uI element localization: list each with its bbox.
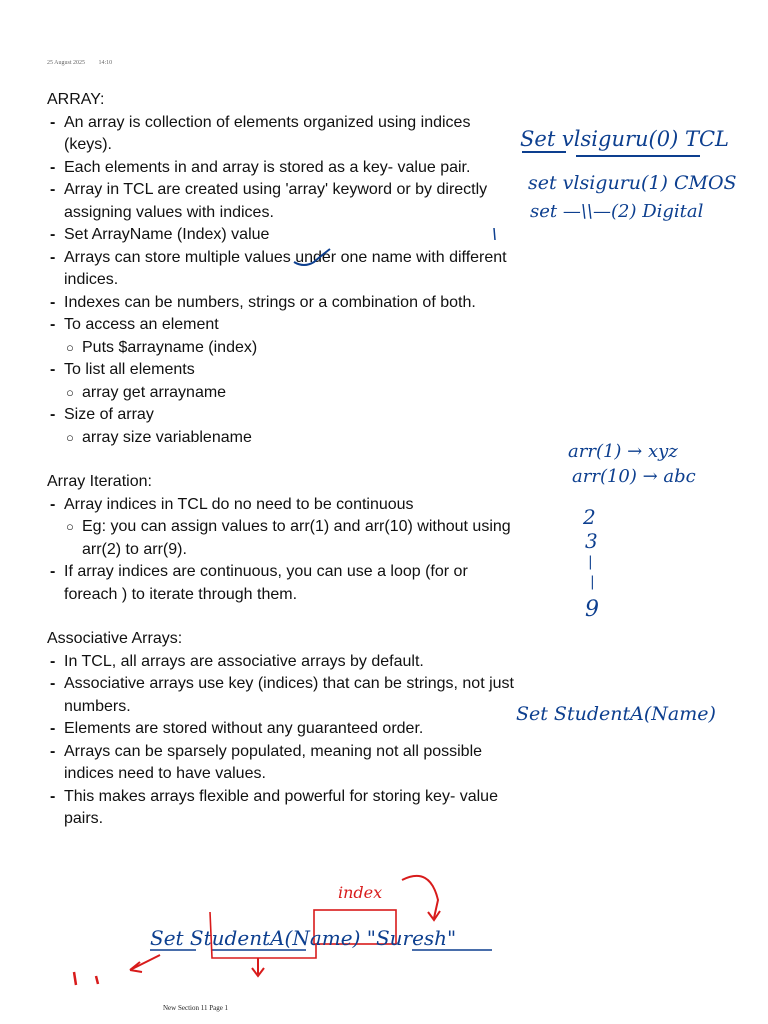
handwritten-seq-5: 9 [585, 597, 599, 622]
section-array-iteration [47, 471, 517, 606]
handwritten-student-note: Set StudentA(Name) [516, 703, 716, 725]
section-heading: Array Iteration: [47, 473, 152, 490]
dash-marker: - [50, 675, 56, 692]
section-associative-arrays [47, 628, 517, 831]
page-meta [47, 60, 124, 66]
section-heading: Associative Arrays: [47, 630, 183, 647]
list-item: - Array indices in TCL do no need to be continuous [47, 494, 517, 517]
list-item: - In TCL, all arrays are associative arrays by default. [47, 651, 517, 674]
handwritten-set-line-1: Set vlsiguru(0) TCL [520, 127, 729, 151]
dash-marker: - [50, 293, 56, 311]
list-item: - An array is collection of elements organized using indices (keys). [50, 113, 471, 153]
handwritten-seq-2: 3 [585, 529, 598, 553]
circle-bullet-icon: ○ [66, 384, 74, 400]
list-item: - Set ArrayName (Index) value [47, 224, 517, 247]
list-item: - Size of array [47, 404, 517, 427]
dash-marker: - [50, 720, 56, 737]
dash-marker: - [50, 652, 56, 670]
list-item: - Arrays can be sparsely populated, meaning not all possible indices need to have values. [50, 742, 483, 782]
handwritten-index-label: index [338, 883, 383, 902]
list-item: - Arrays can store multiple values under one name with different indices. [50, 248, 507, 288]
arrow-down-icon [252, 958, 264, 976]
dash-marker: - [50, 248, 56, 266]
handwritten-seq-4: | [590, 574, 595, 590]
list-item: - To access an element [47, 314, 517, 337]
dash-marker: - [50, 181, 56, 198]
dash-marker: - [50, 495, 56, 513]
page-footer: New Section 11 Page 1 [163, 1004, 229, 1012]
list-item: - Elements are stored without any guaranteed order. [47, 718, 517, 741]
underline-stroke [522, 152, 700, 156]
red-ink-fragment [74, 972, 98, 985]
dash-marker: - [50, 113, 56, 131]
list-item: - This makes arrays flexible and powerful for storing key- value pairs. [50, 787, 498, 827]
curved-arrow-icon [402, 876, 438, 918]
handwritten-seq-3: | [588, 554, 593, 570]
list-item: - If array indices are continuous, you can use a loop (for or foreach ) to iterate through them. [50, 563, 468, 603]
handwritten-arr-line-2: arr(10) → abc [572, 466, 696, 487]
circle-bullet-icon: ○ [66, 339, 74, 355]
handwritten-seq-1: 2 [583, 505, 596, 529]
index-highlight-box [314, 910, 396, 944]
notes-body [47, 89, 517, 831]
dash-marker: - [50, 742, 56, 760]
section-array [47, 89, 517, 449]
dash-marker: - [50, 226, 56, 243]
sub-list-item: ○ Eg: you can assign values to arr(1) and arr(10) without using arr(2) to arr(9). [66, 518, 511, 558]
list-item: - To list all elements [47, 359, 517, 382]
list-item: - Indexes can be numbers, strings or a combination of both. [47, 292, 517, 315]
arrow-down-left-icon [130, 955, 160, 972]
list-item: - Associative arrays use key (indices) that can be strings, not just numbers. [50, 675, 514, 715]
meta-date: 25 August 2025 [47, 60, 86, 66]
dash-marker: - [50, 406, 56, 423]
circle-bullet-icon: ○ [66, 519, 74, 534]
handwritten-bottom-set: Set StudentA(Name) "Suresh" [150, 926, 457, 950]
dash-marker: - [50, 563, 56, 580]
handwritten-set-line-2: set vlsiguru(1) CMOS [528, 172, 737, 194]
list-item: - Each elements in and array is stored as a key- value pair. [47, 157, 517, 180]
handwritten-arr-line-1: arr(1) → xyz [568, 441, 678, 462]
list-item: - Array in TCL are created using 'array' keyword or by directly assigning values with indices. [50, 181, 488, 221]
dash-marker: - [50, 361, 56, 378]
sub-list-item: ○ Puts $arrayname (index) [47, 337, 517, 360]
sub-list-item: ○ array size variablename [47, 427, 517, 450]
meta-time: 14:10 [98, 60, 113, 66]
bracket-stroke [210, 912, 316, 958]
arrow-head-icon [428, 911, 440, 920]
circle-bullet-icon: ○ [66, 429, 74, 445]
dash-marker: - [50, 158, 56, 176]
section-heading: ARRAY: [47, 91, 105, 108]
dash-marker: - [50, 787, 56, 805]
handwritten-set-line-3: set —\\—(2) Digital [530, 201, 704, 222]
dash-marker: - [50, 316, 56, 333]
sub-list-item: ○ array get arrayname [47, 382, 517, 405]
